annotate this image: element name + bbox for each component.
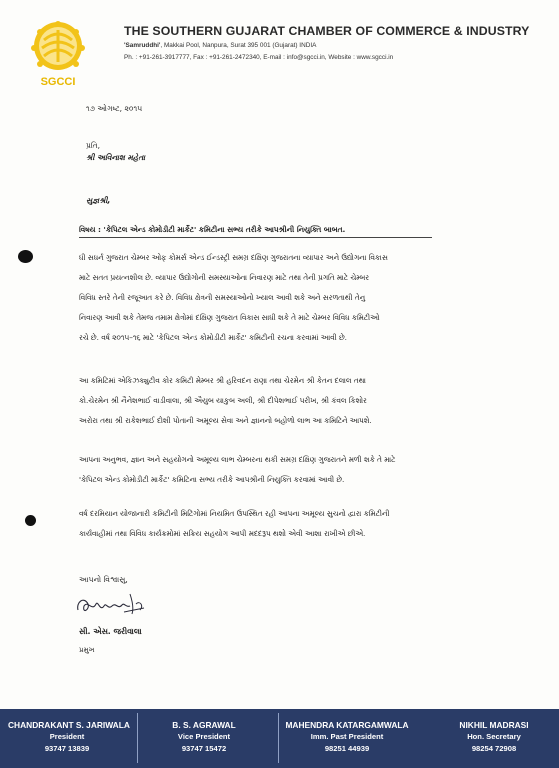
paragraph-line: 'કેપિટલ એન્ડ કોમોડીટી માર્કેટ' કમિટિના સભ્ય તરીકે આપશ્રીની નિયુક્તિ કરવામાં આવી છે. <box>79 475 345 484</box>
paragraph-line: આપના અનુભવ, જ્ઞાન અને સહયોગનો અમૂલ્ય લાભ ચેમ્બરના થકી સમગ્ર દક્ષિણ ગુજરાતને મળી શકે તે માટે <box>79 455 396 464</box>
sgcci-logo <box>28 18 92 90</box>
paragraph-2 <box>79 371 372 431</box>
paragraph-line: નિવારણ આવી શકે તેમજ તમામ ક્ષેત્રોમાં દક્ષિણ ગુજરાત વિકાસ સાધી શકે તે માટે ચેમ્બર વિવિધ કમિટીઓ <box>79 313 380 322</box>
recipient-label: પ્રતિ, <box>86 141 101 150</box>
officer-name: MAHENDRA KATARGAMWALA <box>285 720 409 730</box>
officer-role: Vice President <box>177 732 231 741</box>
officer-name: CHANDRAKANT S. JARIWALA <box>8 720 130 730</box>
signature <box>74 590 156 620</box>
closing: આપનો વિશ્વાસુ, <box>79 575 128 584</box>
signer-title: પ્રમુખ <box>79 645 95 654</box>
officer-past-president <box>282 720 412 753</box>
address-rest: , Makkai Pool, Nanpura, Surat 395 001 (Gujarat) INDIA <box>160 42 317 49</box>
officer-phone: 93747 13839 <box>44 744 90 753</box>
officer-role: Hon. Secretary <box>467 732 521 741</box>
letter-date: ૧૭ ઓગષ્ટ, ૨૦૧૫ <box>86 104 143 113</box>
officer-president <box>8 720 130 753</box>
punch-hole-mark <box>18 250 33 263</box>
officer-phone: 93747 15472 <box>181 744 227 753</box>
salutation: સુજ્ઞશ્રી, <box>86 196 111 205</box>
org-address <box>124 42 316 49</box>
officer-role: President <box>49 732 85 741</box>
officer-secretary <box>436 720 552 753</box>
recipient-name: શ્રી અવિનાશ મહેતા <box>86 153 146 162</box>
officer-footer <box>0 709 559 768</box>
paragraph-line: વર્ષ દરમિયાન યોજાનારી કમિટીની મિટિંગોમાં નિયમિત ઉપસ્થિત રહી આપના અમૂલ્ય સુચનો દ્વારા કમિટીની <box>79 509 390 518</box>
footer-divider <box>278 713 279 763</box>
logo-text: SGCCI <box>40 76 76 88</box>
paragraph-line: ધી સધર્ન ગુજરાત ચેમ્બર ઓફ કોમર્સ એન્ડ ઈન્ડસ્ટ્રી સમગ્ર દક્ષિણ ગુજરાતના વ્યાપાર અને ઉદ્યોગના વિકાસ <box>79 253 388 262</box>
paragraph-4 <box>79 504 389 544</box>
officer-name: B. S. AGRAWAL <box>172 720 236 730</box>
org-contact: Ph. : +91-261-3917777, Fax : +91-261-2472340, E-mail : info@sgcci.in, Website : www.sgcci.in <box>124 54 394 61</box>
paragraph-line: કાર્યવાહીમાં તથા વિવિધ કાર્યક્રમોમાં સક્રિય સહયોગ આપી મદદરૂપ થશો એવી આશા રાખીએ છીએ. <box>79 529 366 538</box>
punch-hole-mark <box>25 515 36 526</box>
officer-phone: 98251 44939 <box>324 744 370 753</box>
paragraph-line: અરોરા તથા શ્રી રાકેશભાઈ દોશી પોતાની અમૂલ્ય સેવા અને જ્ઞાનનો બહોળો લાભ આ કમિટિને આપશે. <box>79 416 372 425</box>
paragraph-line: માટે સતત પ્રયત્નશીલ છે. વ્યાપાર ઉદ્યોગોની સમસ્યાઓના નિવારણ માટે તથા તેની પ્રગતિ માટે ચેમ્બર <box>79 273 369 282</box>
officer-role: Imm. Past President <box>310 732 384 741</box>
paragraph-1 <box>79 248 388 348</box>
officer-name: NIKHIL MADRASI <box>459 720 529 730</box>
subject-line: વિષય : 'કેપિટલ એન્ડ કોમોડીટી માર્કેટ' કમિટીના સભ્ય તરીકે આપશ્રીની નિયુક્તિ બાબત. <box>79 225 346 234</box>
address-bold: 'Samruddhi' <box>124 42 161 49</box>
paragraph-line: આ કમિટિમાં એકિઝક્યુટીવ કોર કમિટી મેમ્બર શ્રી હરિવદન રાણા તથા ચેરમેન શ્રી કેતન દલાલ તથા <box>79 376 366 385</box>
paragraph-line: વિવિધ સ્તરે તેની રજૂઆત કરે છે. વિવિધ ક્ષેત્રની સમસ્યાઓનો ખ્યાલ આવી શકે અને સરળતાથી તેનુ <box>79 293 366 302</box>
officer-vice-president <box>140 720 268 753</box>
footer-divider <box>137 713 138 763</box>
paragraph-line: રચે છે. વર્ષ ૨૦૧૫–૧૬ માટે 'કેપિટલ એન્ડ કોમોડીટી માર્કેટ' કમિટીની રચના કરવામાં આવી છે. <box>79 333 347 342</box>
paragraph-3 <box>79 450 395 490</box>
signer-name: સી. એસ. જરીવાલા <box>79 627 142 636</box>
org-name: THE SOUTHERN GUJARAT CHAMBER OF COMMERCE & INDUSTRY <box>124 24 530 38</box>
subject-underline <box>79 237 432 238</box>
paragraph-line: કો.ચેરમેન શ્રી નૈનેશભાઈ વાડીવાલા, શ્રી ઐયુબ યાકુબ અલી, શ્રી દીપેશભાઈ પરીખ, શ્રી કંવલ કિશોર <box>79 396 367 405</box>
officer-phone: 98254 72908 <box>471 744 517 753</box>
